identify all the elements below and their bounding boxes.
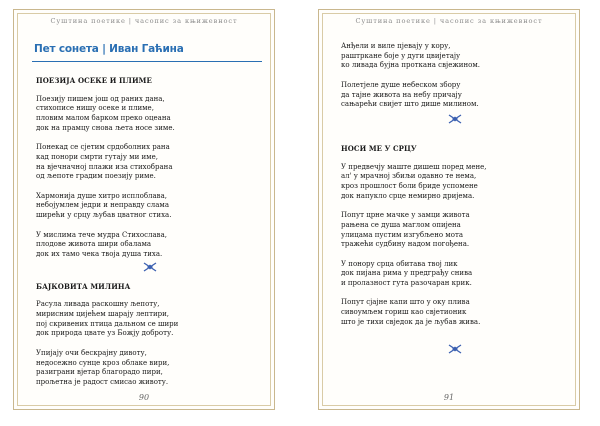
stanza (36, 300, 264, 339)
verse-line: Полетјеле душе небеском збору (341, 80, 461, 89)
stanza (36, 95, 264, 134)
verse-line: ко ливада бујна проткана свјежином. (341, 61, 480, 70)
verse-line: док напукло срце немирно дријема. (341, 191, 475, 200)
verse-line: Упијају очи бескрајну дивоту, (36, 348, 147, 357)
left-page (13, 9, 275, 410)
running-head-right: Суштина поетике | часопис за књижевност (355, 17, 543, 25)
verse-line: кроз прошлост боли бриде успомене (341, 182, 478, 191)
verse-line: рањена се душа маглом опијена (341, 220, 461, 229)
verse-line: док их тамо чека твоја душа тиха. (36, 249, 163, 258)
verse-line: да тајне живота на небу причају (341, 90, 462, 99)
poem-heading-bajkovita: БАЈКОВИТА МИЛИНА (36, 281, 131, 291)
verse-line: Поезију пишем још од раних дана, (36, 94, 165, 103)
verse-line: прољетна је радост смисао животу. (36, 377, 169, 386)
verse-line: Понекад се сјетим срдоболних рана (36, 143, 170, 152)
poem-heading-nosi: НОСИ МЕ У СРЦУ (341, 143, 417, 153)
verse-line: стихописе нишу осеке и плиме, (36, 104, 154, 113)
page-number: 91 (443, 393, 455, 402)
verse-line: док пијана рима у предграђу снива (341, 269, 473, 278)
stanza (36, 143, 264, 182)
verse-line: Расула ливада раскошну љепоту, (36, 300, 160, 309)
verse-line: раштркане боје у дуги цвијетају (341, 51, 461, 60)
ornament-icon (341, 114, 569, 128)
verse-line: разиграни вјетар благорадо пири, (36, 368, 163, 377)
verse-line: Попут сјајне капи што у оку плива (341, 298, 470, 307)
right-content (341, 42, 569, 364)
poem-heading-poezija: ПОЕЗИЈА ОСЕКЕ И ПЛИМЕ (36, 76, 152, 85)
stanza (36, 231, 264, 260)
verse-line: У мислима тече мудра Стихослава, (36, 230, 167, 239)
running-head-left: Суштина поетике | часопис за књижевност (50, 17, 238, 25)
verse-line: сањарећи свијет што дише милином. (341, 100, 479, 109)
page-number: 90 (138, 393, 150, 402)
verse-line: док природа цвате уз Божју доброту. (36, 329, 174, 338)
verse-line: кад понори смрти гутају ми име, (36, 152, 158, 161)
verse-line: ширећи у срцу љубав цватног стиха. (36, 211, 172, 220)
verse-line: сивоумљем гориш као свјетионик (341, 308, 467, 317)
verse-line: поj скривених птица дальном се шири (36, 319, 179, 328)
verse-line: на вјечначној плажи иза стихобрана (36, 162, 173, 171)
verse-line: док на прамцу снова љета носе зиме. (36, 123, 175, 132)
stanza (36, 192, 264, 221)
ornament-icon (341, 344, 569, 358)
verse-line: Попут црне мачке у замци живота (341, 211, 470, 220)
page-title: Пет сонета | Иван Гаћина (34, 43, 184, 55)
verse-line: У предвечју маште дишеш поред мене, (341, 162, 487, 171)
title-divider (32, 61, 262, 62)
stanza (341, 81, 569, 110)
stanza (341, 298, 569, 327)
verse-line: ал' у мрачној збиљи одавно те нема, (341, 172, 477, 181)
verse-line: мирисним цијећем шарају лептири, (36, 310, 169, 319)
stanza (36, 349, 264, 388)
verse-line: У понору срца обитава твој лик (341, 259, 458, 268)
verse-line: плодове живота шири обалама (36, 240, 152, 249)
stanza (341, 211, 569, 250)
verse-line: од љепоте градим поезију риме. (36, 172, 156, 181)
stanza (341, 260, 569, 289)
left-content (36, 76, 264, 397)
right-page (318, 9, 580, 410)
verse-line: и пролазност гута разочаран крик. (341, 279, 472, 288)
stanza (341, 42, 569, 71)
verse-line: недосежно сунце кроз облаке вири, (36, 358, 170, 367)
verse-line: Анђели и виле пјевају у кору, (341, 42, 451, 50)
verse-line: пловим малом барком преко оцеана (36, 114, 171, 123)
verse-line: небојумлем једри и неправду слама (36, 201, 169, 210)
verse-line: улицама пустим изгубљено мота (341, 230, 464, 239)
verse-line: тражећи судбину надом погођена. (341, 240, 470, 249)
ornament-icon (36, 262, 264, 276)
stanza (341, 163, 569, 202)
verse-line: Хармонија душе хитро исплоблава, (36, 191, 167, 200)
verse-line: што је тихи свједок да је љубав жива. (341, 317, 481, 326)
